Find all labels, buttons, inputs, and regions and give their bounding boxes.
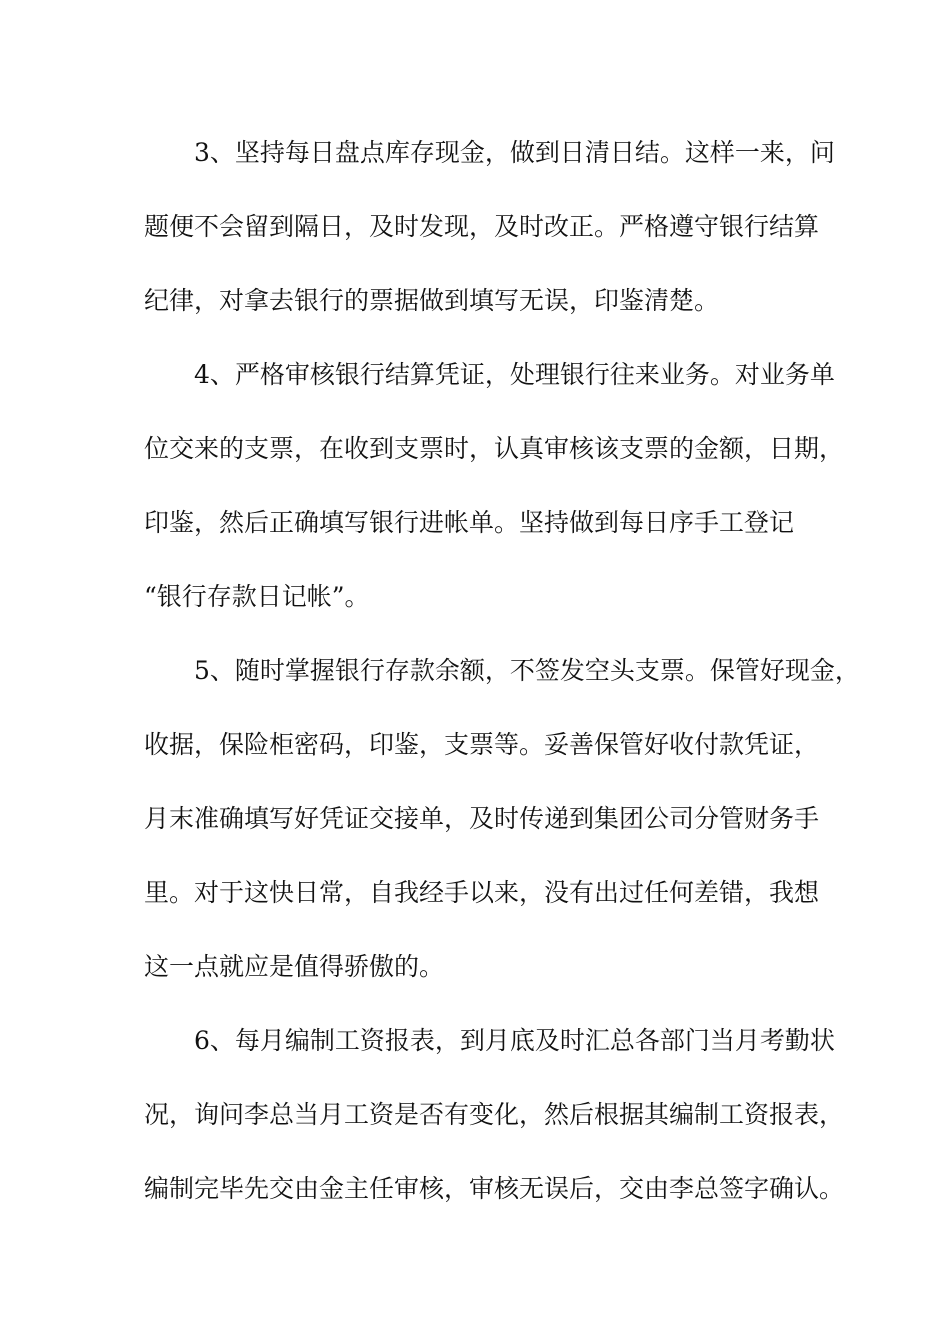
paragraph-5-line-5: 这一点就应是值得骄傲的。 bbox=[144, 952, 445, 981]
paragraph-3-line-1: 3、坚持每日盘点库存现金，做到日清日结。这样一来，问 bbox=[194, 138, 835, 167]
paragraph-4-line-4: “银行存款日记帐”。 bbox=[144, 582, 370, 611]
paragraph-4-line-3: 印鉴，然后正确填写银行进帐单。坚持做到每日序手工登记 bbox=[144, 508, 795, 537]
paragraph-6-line-3: 编制完毕先交由金主任审核，审核无误后，交由李总签字确认。 bbox=[144, 1174, 845, 1203]
paragraph-6-line-1: 6、每月编制工资报表，到月底及时汇总各部门当月考勤状 bbox=[194, 1026, 835, 1055]
paragraph-5-line-2: 收据，保险柜密码，印鉴，支票等。妥善保管好收付款凭证， bbox=[144, 730, 820, 759]
paragraph-3-line-2: 题便不会留到隔日，及时发现，及时改正。严格遵守银行结算 bbox=[144, 212, 820, 241]
paragraph-3-line-3: 纪律，对拿去银行的票据做到填写无误，印鉴清楚。 bbox=[144, 286, 720, 315]
paragraph-4-line-2: 位交来的支票，在收到支票时，认真审核该支票的金额，日期， bbox=[144, 434, 845, 463]
paragraph-5-line-3: 月末准确填写好凭证交接单，及时传递到集团公司分管财务手 bbox=[144, 804, 820, 833]
paragraph-4-line-1: 4、严格审核银行结算凭证，处理银行往来业务。对业务单 bbox=[194, 360, 835, 389]
paragraph-5-line-1: 5、随时掌握银行存款余额，不签发空头支票。保管好现金， bbox=[194, 656, 860, 685]
paragraph-6-line-2: 况，询问李总当月工资是否有变化，然后根据其编制工资报表， bbox=[144, 1100, 845, 1129]
paragraph-5-line-4: 里。对于这快日常，自我经手以来，没有出过任何差错，我想 bbox=[144, 878, 820, 907]
